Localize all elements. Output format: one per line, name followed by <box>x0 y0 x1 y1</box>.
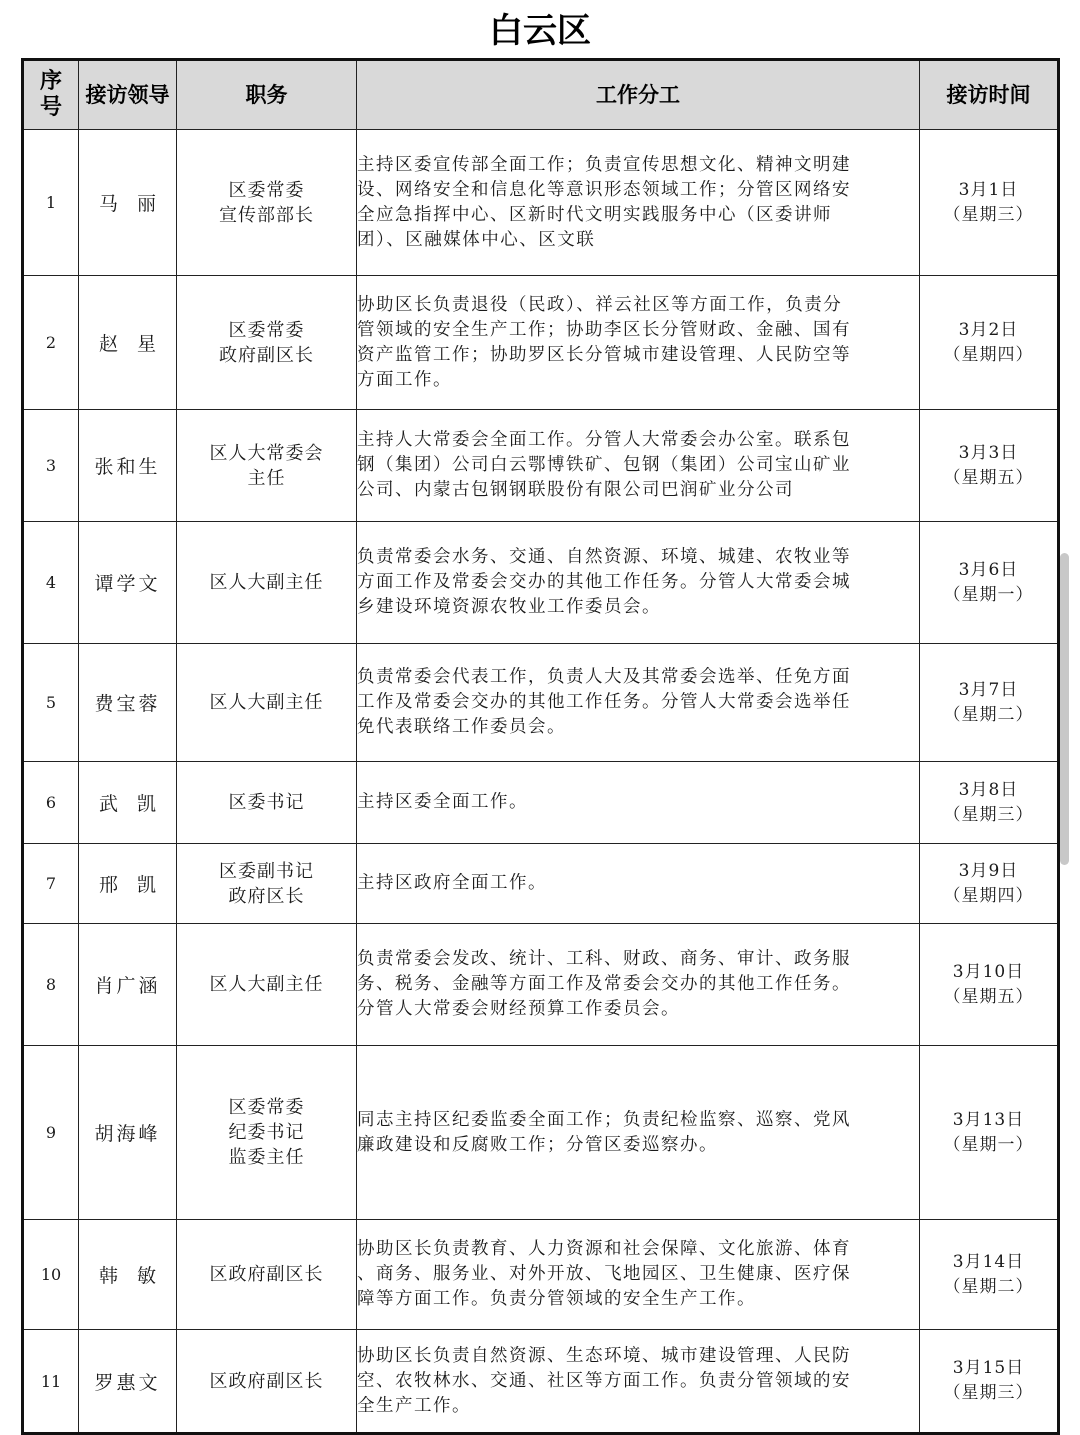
row-number: 7 <box>23 844 79 924</box>
row-number: 8 <box>23 924 79 1046</box>
table-row <box>23 1220 1059 1330</box>
work-duty: 主持区委宣传部全面工作；负责宣传思想文化、精神文明建 设、网络安全和信息化等意识形态领域工作；分管区网络安 全应急指挥中心、区新时代文明实践服务中心（区委讲师 团）、区融媒体中心、区文联 <box>357 130 920 276</box>
leader-name: 马 丽 <box>79 130 177 276</box>
table-row <box>23 410 1059 522</box>
row-number: 4 <box>23 522 79 644</box>
reception-time: 3月9日 （星期四） <box>920 844 1059 924</box>
table-header-row <box>23 60 1059 130</box>
leader-position: 区政府副区长 <box>177 1330 357 1434</box>
leader-position: 区委常委 政府副区长 <box>177 276 357 410</box>
leader-position: 区人大副主任 <box>177 644 357 762</box>
table-row <box>23 1046 1059 1220</box>
reception-time: 3月1日 （星期三） <box>920 130 1059 276</box>
work-duty: 负责常委会发改、统计、工科、财政、商务、审计、政务服 务、税务、金融等方面工作及常委会交办的其他工作任务。 分管人大常委会财经预算工作委员会。 <box>357 924 920 1046</box>
header-leader: 接访领导 <box>79 60 177 130</box>
header-time: 接访时间 <box>920 60 1059 130</box>
table-row <box>23 130 1059 276</box>
leader-position: 区人大常委会 主任 <box>177 410 357 522</box>
work-duty: 主持区委全面工作。 <box>357 762 920 844</box>
header-seq: 序 号 <box>23 60 79 130</box>
leader-name: 邢 凯 <box>79 844 177 924</box>
work-duty: 负责常委会代表工作，负责人大及其常委会选举、任免方面 工作及常委会交办的其他工作任务。分管人大常委会选举任 免代表联络工作委员会。 <box>357 644 920 762</box>
table-row <box>23 644 1059 762</box>
row-number: 9 <box>23 1046 79 1220</box>
reception-time: 3月10日 （星期五） <box>920 924 1059 1046</box>
work-duty: 负责常委会水务、交通、自然资源、环境、城建、农牧业等 方面工作及常委会交办的其他工作任务。分管人大常委会城 乡建设环境资源农牧业工作委员会。 <box>357 522 920 644</box>
work-duty: 主持区政府全面工作。 <box>357 844 920 924</box>
leader-name: 肖广涵 <box>79 924 177 1046</box>
row-number: 1 <box>23 130 79 276</box>
leader-position: 区委书记 <box>177 762 357 844</box>
reception-time: 3月7日 （星期二） <box>920 644 1059 762</box>
leader-name: 武 凯 <box>79 762 177 844</box>
leader-position: 区委副书记 政府区长 <box>177 844 357 924</box>
header-duty: 工作分工 <box>357 60 920 130</box>
header-position: 职务 <box>177 60 357 130</box>
leader-position: 区人大副主任 <box>177 522 357 644</box>
row-number: 2 <box>23 276 79 410</box>
scrollbar[interactable] <box>1060 553 1069 865</box>
leader-name: 费宝蓉 <box>79 644 177 762</box>
row-number: 10 <box>23 1220 79 1330</box>
reception-time: 3月15日 （星期三） <box>920 1330 1059 1434</box>
table-row <box>23 1330 1059 1434</box>
leader-position: 区委常委 纪委书记 监委主任 <box>177 1046 357 1220</box>
row-number: 5 <box>23 644 79 762</box>
work-duty: 主持人大常委会全面工作。分管人大常委会办公室。联系包 钢（集团）公司白云鄂博铁矿、包钢（集团）公司宝山矿业 公司、内蒙古包钢钢联股份有限公司巴润矿业分公司 <box>357 410 920 522</box>
table-row <box>23 844 1059 924</box>
reception-time: 3月13日 （星期一） <box>920 1046 1059 1220</box>
leader-name: 胡海峰 <box>79 1046 177 1220</box>
page-title: 白云区 <box>489 11 591 51</box>
leader-position: 区政府副区长 <box>177 1220 357 1330</box>
table-row <box>23 276 1059 410</box>
reception-time: 3月2日 （星期四） <box>920 276 1059 410</box>
table-row <box>23 924 1059 1046</box>
work-duty: 协助区长负责教育、人力资源和社会保障、文化旅游、体育 、商务、服务业、对外开放、飞地园区、卫生健康、医疗保 障等方面工作。负责分管领域的安全生产工作。 <box>357 1220 920 1330</box>
leader-position: 区人大副主任 <box>177 924 357 1046</box>
leader-name: 谭学文 <box>79 522 177 644</box>
row-number: 3 <box>23 410 79 522</box>
work-duty: 协助区长负责退役（民政）、祥云社区等方面工作，负责分 管领域的安全生产工作；协助李区长分管财政、金融、国有 资产监管工作；协助罗区长分管城市建设管理、人民防空等 方面工作。 <box>357 276 920 410</box>
table-row <box>23 762 1059 844</box>
leader-name: 张和生 <box>79 410 177 522</box>
reception-schedule-table <box>21 58 1060 1435</box>
leader-position: 区委常委 宣传部部长 <box>177 130 357 276</box>
work-duty: 协助区长负责自然资源、生态环境、城市建设管理、人民防 空、农牧林水、交通、社区等方面工作。负责分管领域的安 全生产工作。 <box>357 1330 920 1434</box>
leader-name: 罗惠文 <box>79 1330 177 1434</box>
row-number: 11 <box>23 1330 79 1434</box>
reception-time: 3月8日 （星期三） <box>920 762 1059 844</box>
work-duty: 同志主持区纪委监委全面工作；负责纪检监察、巡察、党风 廉政建设和反腐败工作；分管区委巡察办。 <box>357 1046 920 1220</box>
table-row <box>23 522 1059 644</box>
leader-name: 韩 敏 <box>79 1220 177 1330</box>
reception-time: 3月3日 （星期五） <box>920 410 1059 522</box>
leader-name: 赵 星 <box>79 276 177 410</box>
reception-time: 3月14日 （星期二） <box>920 1220 1059 1330</box>
row-number: 6 <box>23 762 79 844</box>
reception-time: 3月6日 （星期一） <box>920 522 1059 644</box>
